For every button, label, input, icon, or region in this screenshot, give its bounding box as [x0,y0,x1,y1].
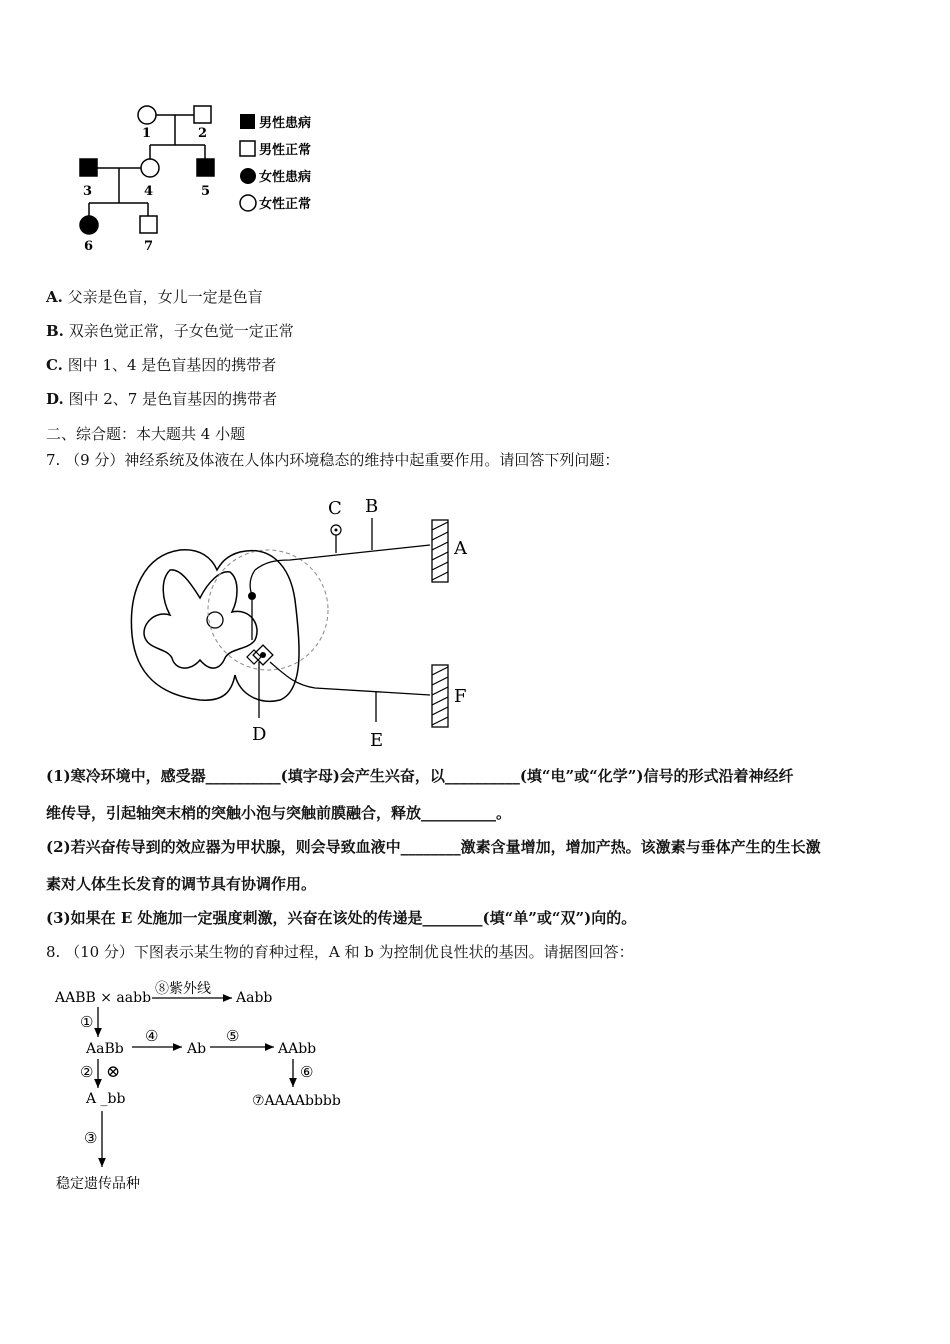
pedigree-figure [70,95,340,260]
breeding-flowchart [50,975,350,1200]
doubled-aabb: AAbb [278,1041,317,1057]
step5: ⑤ [226,1027,240,1045]
option-c-text: 图中 1、4 是色盲基因的携带者 [67,356,277,374]
legend-male-normal: 男性正常 [259,143,312,158]
spinal-cord-outline [131,550,299,702]
option-c [46,354,276,375]
q7-part2-line2: 素对人体生长发育的调节具有协调作用。 [46,875,317,893]
option-b-letter: B. [46,322,64,340]
individual-4-female-normal [141,159,159,177]
label-3: 3 [83,184,93,199]
gray-matter [144,570,257,668]
legend-female-affected-symbol [240,168,256,184]
q7-part3: (3)如果在 E 处施加一定强度刺激，兴奋在该处的传递是________(填“单”或“双”)向的。 [46,909,637,927]
selected-a-bb: A _bb [86,1091,126,1107]
section-heading: 二、综合题：本大题共 4 小题 [46,425,246,443]
individual-7-male-normal [140,216,157,233]
step1: ① [80,1013,94,1031]
label-a: A [454,538,467,559]
option-d-text: 图中 2、7 是色盲基因的携带者 [68,390,278,408]
reflex-arc-diagram [120,490,480,750]
label-b: B [365,496,379,517]
label-1: 1 [142,126,152,141]
f1-aabb: AaBb [86,1041,124,1057]
option-a-letter: A. [46,288,63,306]
ganglion-neuron [248,592,256,600]
option-d-letter: D. [46,390,64,408]
selfing-symbol: ⊗ [106,1062,121,1082]
label-d: D [252,724,267,745]
afferent-nerve [255,545,430,570]
individual-2-male-normal [194,106,211,123]
option-a-text: 父亲是色盲，女儿一定是色盲 [67,288,263,306]
individual-5-male-affected [197,159,214,176]
pedigree-chart [70,95,340,260]
option-d [46,388,277,409]
tetraploid: ⑦AAAAbbbb [252,1093,341,1109]
individual-1-female-normal [138,106,156,124]
label-2: 2 [198,126,208,141]
option-b-text: 双亲色觉正常，子女色觉一定正常 [68,322,294,340]
breeding-diagram [50,975,350,1200]
central-canal [207,612,223,628]
label-e: E [370,730,384,750]
individual-6-female-affected [80,216,98,234]
option-c-letter: C. [46,356,63,374]
q8-header: 8. （10 分）下图表示某生物的育种过程，A 和 b 为控制优良性状的基因。请据图回答： [46,943,634,961]
legend-female-normal-symbol [240,195,256,211]
label-f: F [454,686,467,707]
step8-uv-label: ⑧紫外线 [155,981,211,997]
step2: ② [80,1063,94,1081]
q7-header: 7. （9 分）神经系统及体液在人体内环境稳态的维持中起重要作用。请回答下列问题： [46,451,620,469]
q7-part1-line2: 维传导，引起轴突末梢的突触小泡与突触前膜融合，释放__________。 [46,804,512,822]
legend-male-affected: 男性患病 [259,116,312,131]
haploid-ab: Ab [187,1041,207,1057]
efferent-nerve [270,662,430,695]
option-a [46,286,263,307]
step3: ③ [84,1129,98,1147]
legend-male-affected-symbol [240,114,255,129]
q7-part1-line1: (1)寒冷环境中，感受器__________(填字母)会产生兴奋，以__________(填“电”或“化学”)信号的形式沿着神经纤 [46,767,794,785]
legend-female-normal: 女性正常 [259,197,312,212]
step6: ⑥ [300,1063,314,1081]
legend-male-normal-symbol [240,141,255,156]
final-variety: 稳定遗传品种 [56,1176,140,1192]
option-b [46,320,294,341]
legend-female-affected: 女性患病 [259,170,312,185]
individual-3-male-affected [80,159,97,176]
step4: ④ [145,1027,159,1045]
q7-part2-line1: (2)若兴奋传导到的效应器为甲状腺，则会导致血液中________激素含量增加，增加产热。该激素与垂体产生的生长激 [46,838,821,856]
label-6: 6 [84,239,94,254]
parents: AABB × aabb [55,990,152,1006]
label-4: 4 [144,184,154,199]
label-c: C [328,498,342,519]
mutant: Aabb [236,990,273,1006]
reflex-arc-figure [120,490,480,750]
label-5: 5 [201,184,211,199]
label-7: 7 [144,239,154,254]
